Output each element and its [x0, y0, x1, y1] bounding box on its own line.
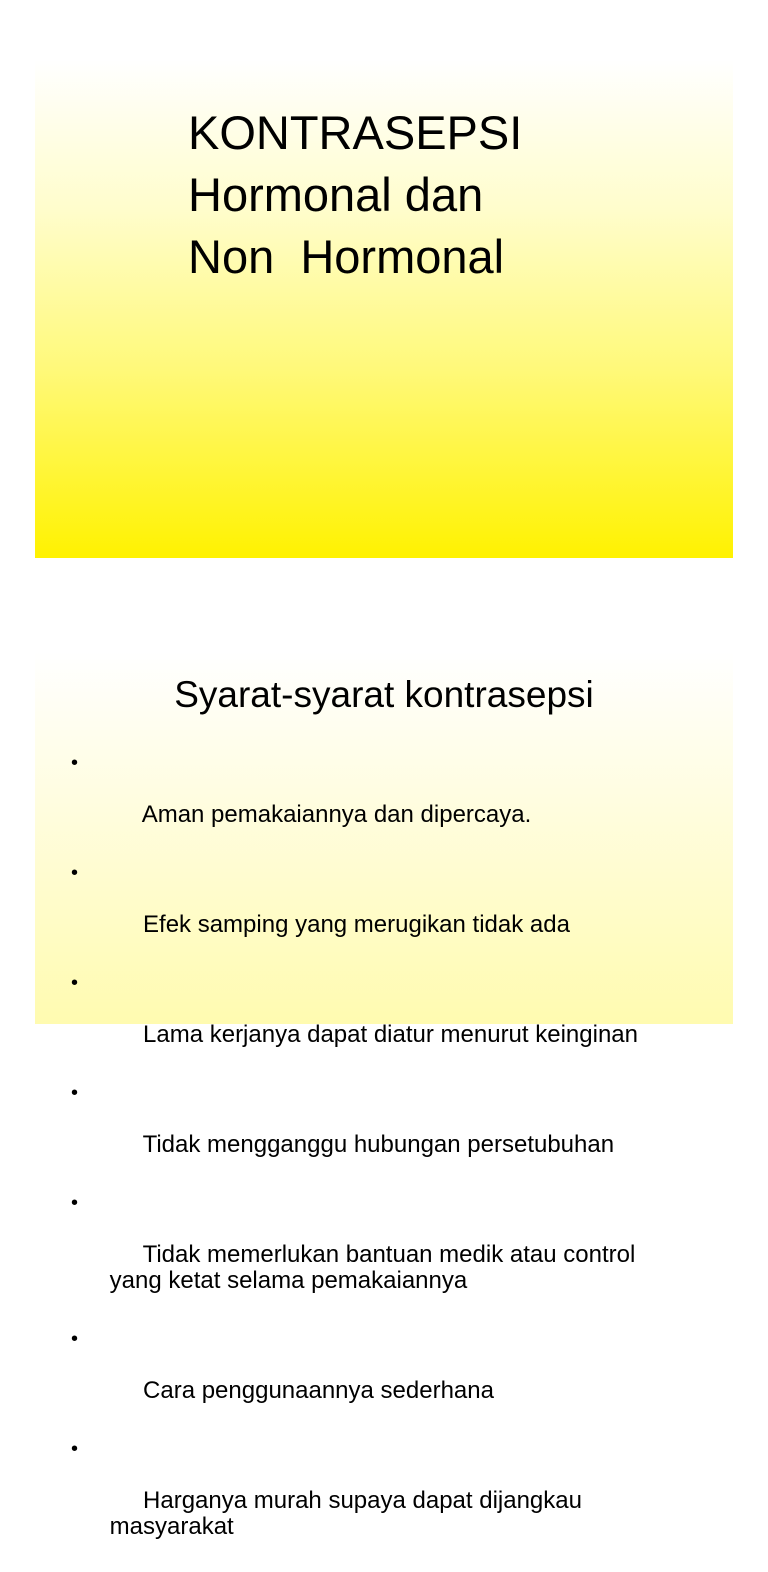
slide-title-text — [188, 102, 522, 288]
title-line-1: KONTRASEPSI — [188, 106, 523, 159]
bullet-text: Efek samping yang merugikan tidak ada — [143, 911, 570, 938]
bullet-icon: • — [71, 1438, 79, 1460]
bullet-icon: • — [71, 752, 79, 774]
bullet-icon: • — [71, 1328, 79, 1350]
bullet-icon: • — [71, 972, 79, 994]
list-item — [71, 1436, 731, 1566]
bullet-icon: • — [71, 1082, 79, 1104]
bullet-icon: • — [71, 862, 79, 884]
bullet-text: Cara penggunaannya sederhana — [143, 1377, 494, 1404]
bullet-text: Harganya murah supaya dapat dijangkau masyarakat — [109, 1487, 582, 1540]
bullet-list — [71, 750, 731, 1572]
list-item — [71, 1326, 731, 1430]
bullet-icon: • — [71, 1192, 79, 1214]
bullet-text: Tidak memerlukan bantuan medik atau control yang ketat selama pemakaiannya — [109, 1241, 636, 1294]
slide-heading: Syarat-syarat kontrasepsi — [174, 674, 594, 715]
bullet-text: Aman pemakaiannya dan dipercaya. — [141, 801, 532, 828]
title-line-3: Non Hormonal — [188, 230, 505, 283]
bullet-text: Tidak mengganggu hubungan persetubuhan — [142, 1131, 615, 1158]
slide-requirements — [35, 652, 733, 1540]
list-item — [71, 1080, 731, 1184]
list-item — [71, 860, 731, 964]
title-line-2: Hormonal dan — [188, 168, 484, 221]
slide-title — [35, 60, 733, 558]
list-item — [71, 750, 731, 854]
list-item — [71, 1190, 731, 1320]
list-item — [71, 970, 731, 1074]
bullet-text: Lama kerjanya dapat diatur menurut keinginan — [143, 1021, 638, 1048]
